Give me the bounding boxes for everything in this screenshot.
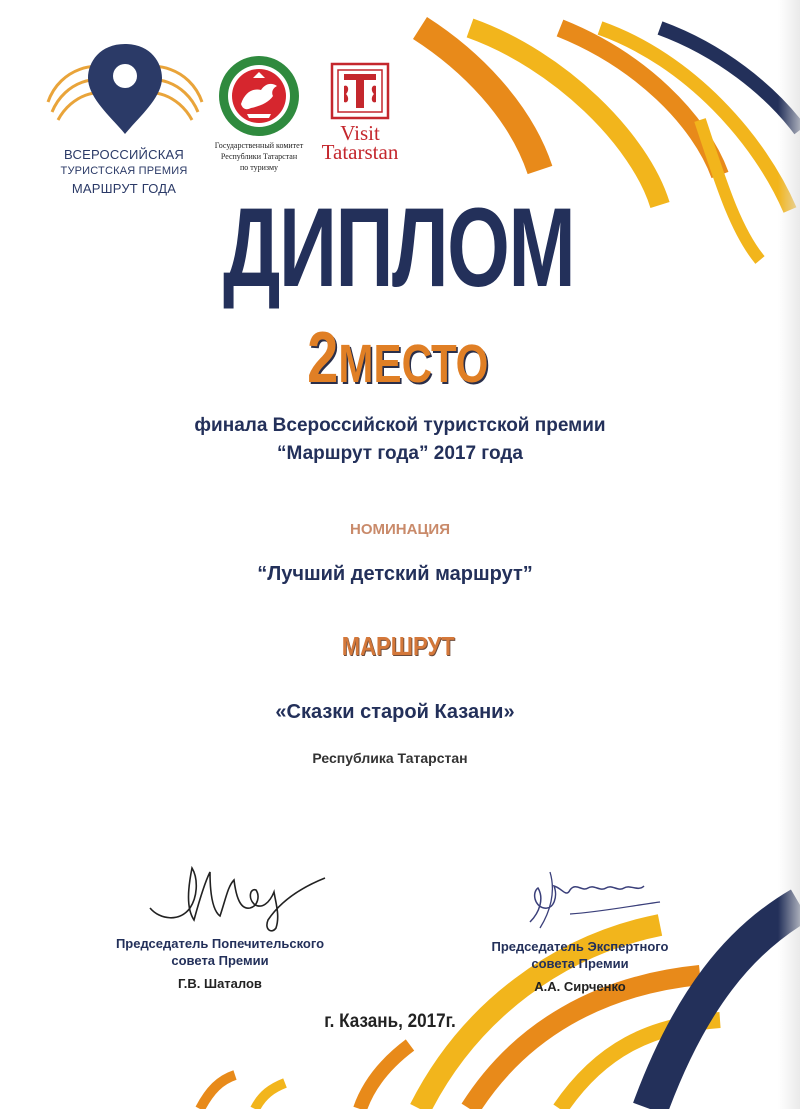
route-value: «Сказки старой Казани» (275, 701, 515, 723)
right-signatory-title1: Председатель Экспертного (491, 939, 669, 954)
diploma-title: ДИПЛОМ (222, 185, 575, 310)
route-label: МАРШРУТ (341, 631, 455, 661)
award-logo-line1: ВСЕРОССИЙСКАЯ (64, 147, 184, 162)
subtitle-line2: “Маршрут года” 2017 года (277, 443, 523, 464)
map-pin-icon (40, 42, 210, 142)
place-date: г. Казань, 2017г. (324, 1011, 456, 1032)
left-signatory-name: Г.В. Шаталов (178, 976, 262, 991)
right-signature-icon (510, 862, 670, 932)
subtitle-line1: финала Всероссийской туристской премии (194, 415, 606, 436)
visit-tatarstan-logo (310, 62, 410, 172)
committee-logo (205, 54, 313, 184)
region-text: Республика Татарстан (312, 750, 468, 766)
committee-logo-text (205, 140, 313, 173)
visit-logo-line2: Tatarstan (321, 140, 399, 164)
left-signatory (100, 935, 340, 992)
visit-tatarstan-emblem-icon (330, 62, 390, 120)
right-signatory-title2: совета Премии (531, 956, 629, 971)
tatarstan-emblem-icon (217, 54, 301, 138)
committee-logo-line1: Государственный комитет (214, 141, 304, 150)
award-logo-line2: ТУРИСТСКАЯ ПРЕМИЯ (60, 165, 188, 177)
place-number: 2 (307, 318, 339, 398)
committee-logo-line2: Республики Татарстан (220, 152, 298, 161)
right-signatory (470, 938, 690, 995)
paper-edge-shadow (778, 0, 800, 1109)
place-heading (86, 318, 710, 418)
left-signatory-title1: Председатель Попечительского (115, 936, 325, 951)
visit-tatarstan-text (310, 121, 410, 164)
committee-logo-line3: по туризму (239, 163, 279, 172)
award-logo-line3: МАРШРУТ ГОДА (71, 181, 177, 196)
award-logo (40, 42, 210, 202)
left-signatory-title2: совета Премии (171, 953, 269, 968)
nomination-label: НОМИНАЦИЯ (350, 521, 450, 538)
place-word: МЕСТО (338, 334, 489, 394)
nomination-value: “Лучший детский маршрут” (257, 563, 533, 585)
right-signatory-name: А.А. Сирченко (534, 979, 626, 994)
visit-logo-line1: Visit (340, 121, 380, 145)
award-subtitle (0, 412, 800, 468)
left-signature-icon (140, 858, 340, 938)
